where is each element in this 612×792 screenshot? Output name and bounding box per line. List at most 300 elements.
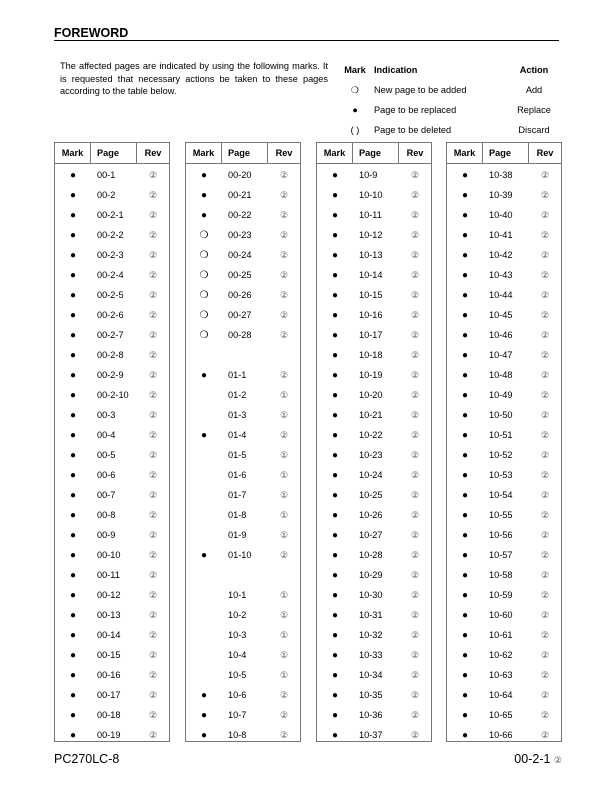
- filled-circle-icon: ●: [461, 249, 469, 261]
- legend-action: Add: [525, 85, 543, 95]
- revision: ①: [279, 509, 289, 520]
- table-row: [55, 365, 169, 385]
- page-number: 10-44: [489, 290, 513, 300]
- table-row: [447, 265, 561, 285]
- page-title: FOREWORD: [54, 26, 129, 40]
- table-row: [186, 345, 300, 365]
- table-row: [317, 485, 431, 505]
- revision: ②: [279, 169, 289, 180]
- filled-circle-icon: ●: [461, 569, 469, 581]
- page-number: 10-4: [228, 650, 247, 660]
- revision: ②: [540, 509, 550, 520]
- table-row: [317, 605, 431, 625]
- page-number: 10-62: [489, 650, 513, 660]
- filled-circle-icon: ●: [69, 449, 77, 461]
- table-row: [186, 505, 300, 525]
- page-list-table: [185, 142, 301, 742]
- revision: ②: [148, 429, 158, 440]
- filled-circle-icon: ●: [461, 369, 469, 381]
- table-row: [186, 725, 300, 745]
- filled-circle-icon: ●: [69, 469, 77, 481]
- revision: ②: [540, 589, 550, 600]
- table-row: [317, 685, 431, 705]
- filled-circle-icon: ●: [331, 549, 339, 561]
- revision: ②: [410, 649, 420, 660]
- filled-circle-icon: ●: [69, 389, 77, 401]
- revision: ②: [148, 549, 158, 560]
- page-number: 10-37: [359, 730, 383, 740]
- page-number: 10-27: [359, 530, 383, 540]
- intro-text: The affected pages are indicated by using the following marks. It is requested that necessary actions be taken to these pages according to the table below.: [60, 61, 328, 96]
- filled-circle-icon: ●: [331, 389, 339, 401]
- table-row: [55, 305, 169, 325]
- page-number: 10-15: [359, 290, 383, 300]
- revision: ②: [148, 289, 158, 300]
- table-row: [447, 345, 561, 365]
- table-row: [186, 365, 300, 385]
- page-number: 10-7: [228, 710, 247, 720]
- revision: ②: [410, 469, 420, 480]
- table-row: [447, 445, 561, 465]
- table-row: [55, 645, 169, 665]
- filled-circle-icon: ●: [69, 289, 77, 301]
- table-row: [447, 485, 561, 505]
- header-page: Page: [222, 143, 268, 163]
- filled-circle-icon: ●: [69, 529, 77, 541]
- revision: ②: [148, 269, 158, 280]
- page-number: 10-57: [489, 550, 513, 560]
- table-row: [186, 705, 300, 725]
- revision: ②: [410, 629, 420, 640]
- page-number: 00-2: [97, 190, 116, 200]
- open-circle-icon: ❍: [199, 289, 209, 301]
- table-row: [317, 185, 431, 205]
- filled-circle-icon: ●: [200, 709, 208, 721]
- table-row: [317, 725, 431, 745]
- filled-circle-icon: ●: [69, 329, 77, 341]
- revision: ②: [148, 649, 158, 660]
- filled-circle-icon: ●: [461, 409, 469, 421]
- table-row: [317, 305, 431, 325]
- page-number: 00-19: [97, 730, 121, 740]
- table-row: [55, 285, 169, 305]
- filled-circle-icon: ●: [69, 209, 77, 221]
- revision: ②: [410, 189, 420, 200]
- page-number: 10-18: [359, 350, 383, 360]
- table-row: [447, 605, 561, 625]
- table-row: [317, 625, 431, 645]
- page-number: 10-47: [489, 350, 513, 360]
- filled-circle-icon: ●: [200, 189, 208, 201]
- page-number: 00-24: [228, 250, 252, 260]
- page-number: 10-56: [489, 530, 513, 540]
- header-page: Page: [483, 143, 529, 163]
- table-row: [447, 285, 561, 305]
- table-row: [186, 625, 300, 645]
- revision: ②: [540, 389, 550, 400]
- filled-circle-icon: ●: [69, 649, 77, 661]
- table-row: [55, 565, 169, 585]
- page-number: 01-6: [228, 470, 247, 480]
- revision: ②: [410, 269, 420, 280]
- page-number: 10-61: [489, 630, 513, 640]
- table-row: [447, 525, 561, 545]
- page-number: 00-2-10: [97, 390, 129, 400]
- revision: ②: [410, 169, 420, 180]
- table-row: [55, 705, 169, 725]
- revision: ①: [279, 389, 289, 400]
- table-row: [447, 385, 561, 405]
- page-number: 00-13: [97, 610, 121, 620]
- revision: ②: [148, 209, 158, 220]
- filled-circle-icon: ●: [331, 169, 339, 181]
- filled-circle-icon: ●: [461, 489, 469, 501]
- filled-circle-icon: ●: [69, 249, 77, 261]
- table-row: [55, 525, 169, 545]
- page-number: 00-1: [97, 170, 116, 180]
- table-row: [55, 265, 169, 285]
- revision: ②: [410, 729, 420, 740]
- page-number: 10-3: [228, 630, 247, 640]
- revision: ②: [148, 529, 158, 540]
- filled-circle-icon: ●: [69, 569, 77, 581]
- filled-circle-icon: ●: [461, 469, 469, 481]
- header-rev: Rev: [144, 148, 162, 158]
- revision: ②: [148, 229, 158, 240]
- filled-circle-icon: ●: [331, 449, 339, 461]
- revision: ②: [410, 369, 420, 380]
- revision: ②: [540, 209, 550, 220]
- revision: ②: [410, 349, 420, 360]
- table-row: [447, 565, 561, 585]
- page-number: 00-9: [97, 530, 116, 540]
- table-row: [447, 225, 561, 245]
- filled-circle-icon: ●: [461, 389, 469, 401]
- table-row: [317, 425, 431, 445]
- revision: ②: [148, 569, 158, 580]
- table-row: [55, 465, 169, 485]
- revision: ②: [540, 309, 550, 320]
- table-header: [55, 143, 169, 164]
- filled-circle-icon: ●: [331, 729, 339, 741]
- filled-circle-icon: ●: [461, 189, 469, 201]
- filled-circle-icon: ●: [200, 169, 208, 181]
- revision: ①: [279, 589, 289, 600]
- revision: ①: [279, 409, 289, 420]
- table-row: [55, 425, 169, 445]
- page-list-table: [54, 142, 170, 742]
- revision: ②: [410, 689, 420, 700]
- filled-circle-icon: ●: [331, 629, 339, 641]
- table-row: [55, 245, 169, 265]
- filled-circle-icon: ●: [200, 729, 208, 741]
- header-page: Page: [353, 143, 399, 163]
- page-number: 00-17: [97, 690, 121, 700]
- revision: ②: [148, 629, 158, 640]
- revision: ②: [540, 449, 550, 460]
- filled-circle-icon: ●: [69, 309, 77, 321]
- filled-circle-icon: ●: [461, 649, 469, 661]
- filled-circle-icon: ●: [331, 569, 339, 581]
- table-row: [447, 405, 561, 425]
- filled-circle-icon: ●: [200, 209, 208, 221]
- filled-circle-icon: ●: [461, 549, 469, 561]
- filled-circle-icon: ●: [69, 489, 77, 501]
- revision: ①: [279, 629, 289, 640]
- page-number: 10-46: [489, 330, 513, 340]
- revision: ②: [279, 329, 289, 340]
- table-row: [55, 165, 169, 185]
- table-row: [447, 465, 561, 485]
- filled-circle-icon: ●: [331, 329, 339, 341]
- revision: ②: [540, 609, 550, 620]
- page-number: 00-5: [97, 450, 116, 460]
- revision: ②: [410, 229, 420, 240]
- legend-header: [336, 60, 566, 80]
- revision: ②: [540, 529, 550, 540]
- filled-circle-icon: ●: [461, 169, 469, 181]
- table-row: [186, 525, 300, 545]
- revision: ②: [148, 249, 158, 260]
- open-circle-icon: ❍: [199, 329, 209, 341]
- legend-indication: Page to be deleted: [374, 125, 452, 135]
- filled-circle-icon: ●: [461, 589, 469, 601]
- filled-circle-icon: ●: [331, 429, 339, 441]
- revision: ①: [279, 649, 289, 660]
- open-circle-icon: ❍: [199, 269, 209, 281]
- legend-header-action: Action: [519, 65, 549, 75]
- filled-circle-icon: ●: [331, 669, 339, 681]
- filled-circle-icon: ●: [331, 509, 339, 521]
- revision: ②: [410, 589, 420, 600]
- page-number: 00-2-3: [97, 250, 124, 260]
- page-number: 10-12: [359, 230, 383, 240]
- page-number: 10-32: [359, 630, 383, 640]
- table-row: [186, 385, 300, 405]
- revision: ②: [148, 369, 158, 380]
- legend-row: [336, 100, 566, 120]
- revision: ②: [410, 569, 420, 580]
- page-number: 10-59: [489, 590, 513, 600]
- table-row: [186, 205, 300, 225]
- revision: ②: [540, 629, 550, 640]
- revision: ②: [279, 429, 289, 440]
- filled-circle-icon: ●: [69, 589, 77, 601]
- filled-circle-icon: ●: [461, 729, 469, 741]
- revision: ②: [540, 649, 550, 660]
- page-number: 10-34: [359, 670, 383, 680]
- revision: ②: [410, 549, 420, 560]
- revision: ②: [148, 729, 158, 740]
- table-row: [55, 405, 169, 425]
- table-row: [447, 425, 561, 445]
- revision: ②: [540, 469, 550, 480]
- filled-circle-icon: ●: [69, 169, 77, 181]
- page-number: 10-8: [228, 730, 247, 740]
- table-row: [317, 665, 431, 685]
- revision: ②: [148, 509, 158, 520]
- filled-circle-icon: ●: [331, 709, 339, 721]
- page-number: 00-2-1: [97, 210, 124, 220]
- filled-circle-icon: ●: [331, 269, 339, 281]
- filled-circle-icon: ●: [331, 309, 339, 321]
- page-number: 00-20: [228, 170, 252, 180]
- revision: ②: [540, 169, 550, 180]
- page-number: 10-36: [359, 710, 383, 720]
- table-row: [447, 645, 561, 665]
- table-row: [55, 485, 169, 505]
- revision: ②: [148, 329, 158, 340]
- revision: ②: [279, 709, 289, 720]
- table-row: [186, 585, 300, 605]
- header-rev: Rev: [406, 148, 424, 158]
- table-row: [55, 605, 169, 625]
- page-number: 10-63: [489, 670, 513, 680]
- page-number: 00-15: [97, 650, 121, 660]
- table-row: [55, 545, 169, 565]
- table-row: [447, 185, 561, 205]
- page-list-table: [446, 142, 562, 742]
- table-row: [186, 665, 300, 685]
- revision: ②: [279, 689, 289, 700]
- filled-circle-icon: ●: [69, 509, 77, 521]
- table-row: [55, 725, 169, 745]
- table-row: [447, 305, 561, 325]
- header-rev: Rev: [275, 148, 293, 158]
- table-row: [55, 185, 169, 205]
- filled-circle-icon: ●: [331, 609, 339, 621]
- revision: ②: [148, 309, 158, 320]
- page-number: 10-40: [489, 210, 513, 220]
- revision: ①: [279, 489, 289, 500]
- filled-circle-icon: ●: [331, 469, 339, 481]
- filled-circle-icon: ●: [331, 649, 339, 661]
- header-mark: Mark: [186, 143, 222, 163]
- page-number: 00-4: [97, 430, 116, 440]
- page-number: 10-1: [228, 590, 247, 600]
- revision: ②: [148, 409, 158, 420]
- page-number: 01-2: [228, 390, 247, 400]
- legend-row: [336, 120, 566, 140]
- table-row: [317, 165, 431, 185]
- revision: ①: [279, 669, 289, 680]
- filled-circle-icon: ●: [69, 609, 77, 621]
- revision: ②: [279, 309, 289, 320]
- filled-circle-icon: ●: [69, 369, 77, 381]
- filled-circle-icon: ●: [69, 189, 77, 201]
- page-number: 10-23: [359, 450, 383, 460]
- table-header: [447, 143, 561, 164]
- filled-circle-icon: ●: [331, 349, 339, 361]
- revision: ②: [148, 469, 158, 480]
- table-row: [447, 685, 561, 705]
- legend-action: Discard: [518, 125, 550, 135]
- page-number: 10-64: [489, 690, 513, 700]
- page-number: 10-42: [489, 250, 513, 260]
- page-number: 10-11: [359, 210, 382, 220]
- title-rule: [54, 40, 559, 41]
- table-row: [186, 645, 300, 665]
- table-row: [55, 345, 169, 365]
- table-row: [317, 545, 431, 565]
- page-number: 00-2-9: [97, 370, 124, 380]
- filled-circle-icon: ●: [331, 229, 339, 241]
- filled-circle-icon: ●: [69, 549, 77, 561]
- revision: ②: [540, 669, 550, 680]
- revision: ②: [279, 269, 289, 280]
- table-row: [186, 225, 300, 245]
- page-number: 10-65: [489, 710, 513, 720]
- table-row: [186, 545, 300, 565]
- page-number: 10-24: [359, 470, 383, 480]
- table-row: [186, 605, 300, 625]
- revision: ②: [540, 409, 550, 420]
- revision: ②: [279, 369, 289, 380]
- page-number: 10-41: [489, 230, 513, 240]
- filled-circle-icon: ●: [69, 709, 77, 721]
- table-row: [186, 165, 300, 185]
- table-row: [55, 585, 169, 605]
- table-row: [317, 225, 431, 245]
- table-row: [317, 565, 431, 585]
- table-row: [55, 505, 169, 525]
- header-rev: Rev: [536, 148, 554, 158]
- page-number: 10-45: [489, 310, 513, 320]
- legend-indication: Page to be replaced: [374, 105, 457, 115]
- page-number: 00-16: [97, 670, 121, 680]
- page-number: 10-20: [359, 390, 383, 400]
- filled-circle-icon: ●: [461, 509, 469, 521]
- filled-circle-icon: ●: [69, 229, 77, 241]
- table-row: [55, 445, 169, 465]
- table-header: [317, 143, 431, 164]
- table-row: [447, 585, 561, 605]
- filled-circle-icon: ●: [461, 309, 469, 321]
- page-number: 10-35: [359, 690, 383, 700]
- page-number: 01-3: [228, 410, 247, 420]
- page-number: 10-31: [359, 610, 383, 620]
- table-row: [55, 225, 169, 245]
- revision: ①: [279, 609, 289, 620]
- page-number: 00-6: [97, 470, 116, 480]
- table-row: [317, 445, 431, 465]
- revision: ②: [148, 189, 158, 200]
- filled-circle-icon: ●: [461, 529, 469, 541]
- legend-row: [336, 80, 566, 100]
- table-row: [186, 565, 300, 585]
- revision: ②: [148, 709, 158, 720]
- footer-rev: ②: [553, 755, 562, 765]
- table-row: [447, 165, 561, 185]
- page-number: 10-30: [359, 590, 383, 600]
- header-mark: Mark: [317, 143, 353, 163]
- filled-circle-icon: ●: [331, 369, 339, 381]
- footer-page: 00-2-1: [514, 752, 551, 766]
- table-row: [317, 265, 431, 285]
- page-number: 10-49: [489, 390, 513, 400]
- page-number: 10-13: [359, 250, 383, 260]
- filled-circle-icon: ●: [461, 449, 469, 461]
- revision: ②: [540, 729, 550, 740]
- page-number: 00-10: [97, 550, 121, 560]
- revision: ②: [279, 249, 289, 260]
- revision: ②: [279, 289, 289, 300]
- revision: ②: [540, 189, 550, 200]
- revision: ②: [279, 729, 289, 740]
- revision: ②: [410, 209, 420, 220]
- page-number: 10-33: [359, 650, 383, 660]
- footer-page-number: [514, 752, 562, 766]
